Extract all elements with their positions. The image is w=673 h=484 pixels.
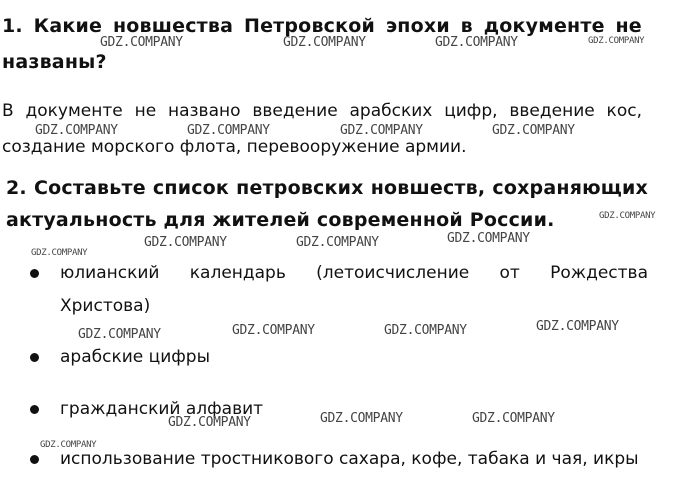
word: цифр,: [444, 101, 498, 121]
watermark: GDZ.COMPANY: [283, 35, 366, 50]
watermark: GDZ.COMPANY: [232, 323, 315, 338]
watermark: GDZ.COMPANY: [472, 411, 555, 426]
watermark: GDZ.COMPANY: [340, 123, 423, 138]
question-1-line-2: названы?: [2, 51, 107, 73]
answer-1-line-1: [2, 100, 642, 122]
word: петровских: [236, 177, 364, 199]
word: 2.: [6, 177, 27, 199]
watermark: GDZ.COMPANY: [320, 411, 403, 426]
watermark: GDZ.COMPANY: [536, 319, 619, 334]
word: названо: [167, 101, 241, 121]
word: сохраняющих: [492, 177, 648, 199]
watermark: GDZ.COMPANY: [35, 123, 118, 138]
word: Какие: [33, 15, 103, 37]
watermark: GDZ.COMPANY: [492, 123, 575, 138]
bullet-icon: [30, 405, 39, 414]
bullet-icon: [30, 455, 39, 464]
bullet-icon: [30, 353, 39, 362]
word: Рождества: [550, 263, 648, 283]
word: список: [152, 177, 230, 199]
watermark: GDZ.COMPANY: [144, 235, 227, 250]
word: (летоисчисление: [316, 263, 470, 283]
list-item: [30, 346, 650, 370]
answer-1-line-2: создание морского флота, перевооружение армии.: [2, 137, 467, 157]
word: от: [499, 263, 520, 283]
watermark: GDZ.COMPANY: [40, 440, 97, 450]
word: арабских: [349, 101, 433, 121]
watermark: GDZ.COMPANY: [435, 35, 518, 50]
word: новшества: [112, 15, 234, 37]
word: введение: [252, 101, 338, 121]
question-2-line-2: актуальность для жителей современной России.: [6, 209, 555, 231]
word: новшеств,: [370, 177, 486, 199]
list-item-text: использование тростникового сахара, кофе, табака и чая, икры: [60, 449, 639, 469]
word: в: [460, 15, 473, 37]
word: не: [615, 15, 642, 37]
list-item-line-2: Христова): [60, 296, 151, 316]
watermark: GDZ.COMPANY: [588, 36, 645, 46]
watermark: GDZ.COMPANY: [168, 415, 251, 430]
question-2-line-1: [6, 176, 648, 200]
word: юлианский: [60, 263, 160, 283]
watermark: GDZ.COMPANY: [100, 35, 183, 50]
list-item-text: гражданский алфавит: [60, 399, 264, 419]
watermark: GDZ.COMPANY: [296, 235, 379, 250]
watermark: GDZ.COMPANY: [187, 123, 270, 138]
word: Петровской: [243, 15, 375, 37]
word: 1.: [2, 15, 23, 37]
watermark: GDZ.COMPANY: [447, 231, 530, 246]
watermark: GDZ.COMPANY: [384, 323, 467, 338]
watermark: GDZ.COMPANY: [599, 211, 656, 221]
word: календарь: [189, 263, 286, 283]
word: В: [2, 101, 14, 121]
word: документе: [483, 15, 605, 37]
watermark: GDZ.COMPANY: [31, 248, 88, 258]
word: не: [134, 101, 157, 121]
list-item: [30, 262, 650, 322]
list-item-line-1: [60, 262, 648, 284]
list-item-text: арабские цифры: [60, 347, 211, 367]
word: Составьте: [33, 177, 146, 199]
word: эпохи: [385, 15, 450, 37]
word: документе: [25, 101, 123, 121]
word: введение: [509, 101, 595, 121]
bullet-icon: [30, 269, 39, 278]
watermark: GDZ.COMPANY: [78, 327, 161, 342]
list-item: [30, 448, 650, 472]
word: кос,: [606, 101, 642, 121]
